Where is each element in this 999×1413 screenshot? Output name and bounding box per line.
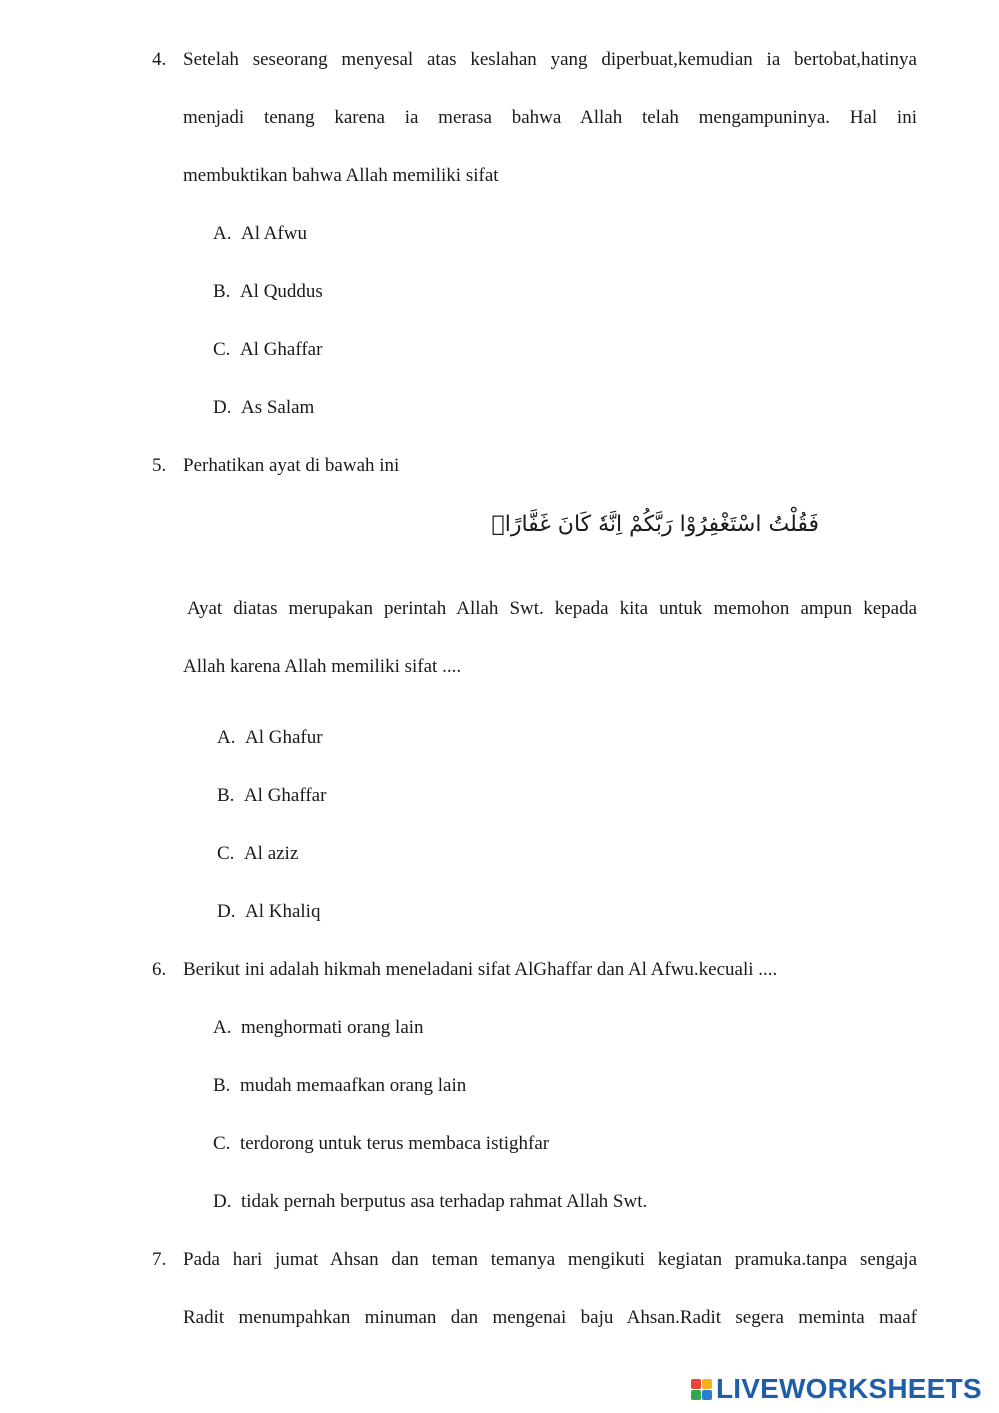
q5-option-a[interactable]: A. Al Ghafur [217, 727, 323, 748]
q6-option-c[interactable]: C. terdorong untuk terus membaca istighfar [213, 1133, 550, 1154]
question-6-number: 6. [152, 959, 167, 980]
logo-tiles-icon [691, 1379, 712, 1400]
logo-tile [691, 1379, 701, 1389]
logo-tile [702, 1379, 712, 1389]
question-7-text-line-1: Pada hari jumat Ahsan dan teman temanya mengikuti kegiatan pramuka.tanpa sengaja [183, 1249, 917, 1270]
logo-text: LIVEWORKSHEETS [716, 1373, 982, 1404]
liveworksheets-logo [691, 1374, 982, 1404]
q5-option-d[interactable]: D. Al Khaliq [217, 901, 321, 922]
question-4-text-line-1: Setelah seseorang menyesal atas keslahan yang diperbuat,kemudian ia bertobat,hatinya [183, 49, 917, 70]
question-7-text-line-2: Radit menumpahkan minuman dan mengenai baju Ahsan.Radit segera meminta maaf [183, 1307, 917, 1328]
question-6-text: Berikut ini adalah hikmah meneladani sifat AlGhaffar dan Al Afwu.kecuali .... [183, 959, 778, 980]
q5-option-b[interactable]: B. Al Ghaffar [217, 785, 327, 806]
question-4-text-line-2: menjadi tenang karena ia merasa bahwa Allah telah mengampuninya. Hal ini [183, 107, 917, 128]
question-5-intro: Perhatikan ayat di bawah ini [183, 455, 400, 476]
q5-option-c[interactable]: C. Al aziz [217, 843, 299, 864]
question-4-number: 4. [152, 49, 167, 70]
quran-verse: فَقُلْتُ اسْتَغْفِرُوْا رَبَّكُمْ اِنَّهٗ كَانَ غَفَّارًاۙ [491, 512, 819, 537]
q6-option-d[interactable]: D. tidak pernah berputus asa terhadap rahmat Allah Swt. [213, 1191, 648, 1212]
q6-option-a[interactable]: A. menghormati orang lain [213, 1017, 424, 1038]
question-4-text-line-3: membuktikan bahwa Allah memiliki sifat [183, 165, 499, 186]
logo-tile [691, 1390, 701, 1400]
logo-tile [702, 1390, 712, 1400]
q4-option-d[interactable]: D. As Salam [213, 397, 315, 418]
question-7-number: 7. [152, 1249, 167, 1270]
q4-option-b[interactable]: B. Al Quddus [213, 281, 323, 302]
q4-option-a[interactable]: A. Al Afwu [213, 223, 307, 244]
question-5-text-line-1: Ayat diatas merupakan perintah Allah Swt. kepada kita untuk memohon ampun kepada [187, 598, 917, 619]
question-5-number: 5. [152, 455, 167, 476]
q4-option-c[interactable]: C. Al Ghaffar [213, 339, 323, 360]
question-5-text-line-2: Allah karena Allah memiliki sifat .... [183, 656, 462, 677]
q6-option-b[interactable]: B. mudah memaafkan orang lain [213, 1075, 467, 1096]
